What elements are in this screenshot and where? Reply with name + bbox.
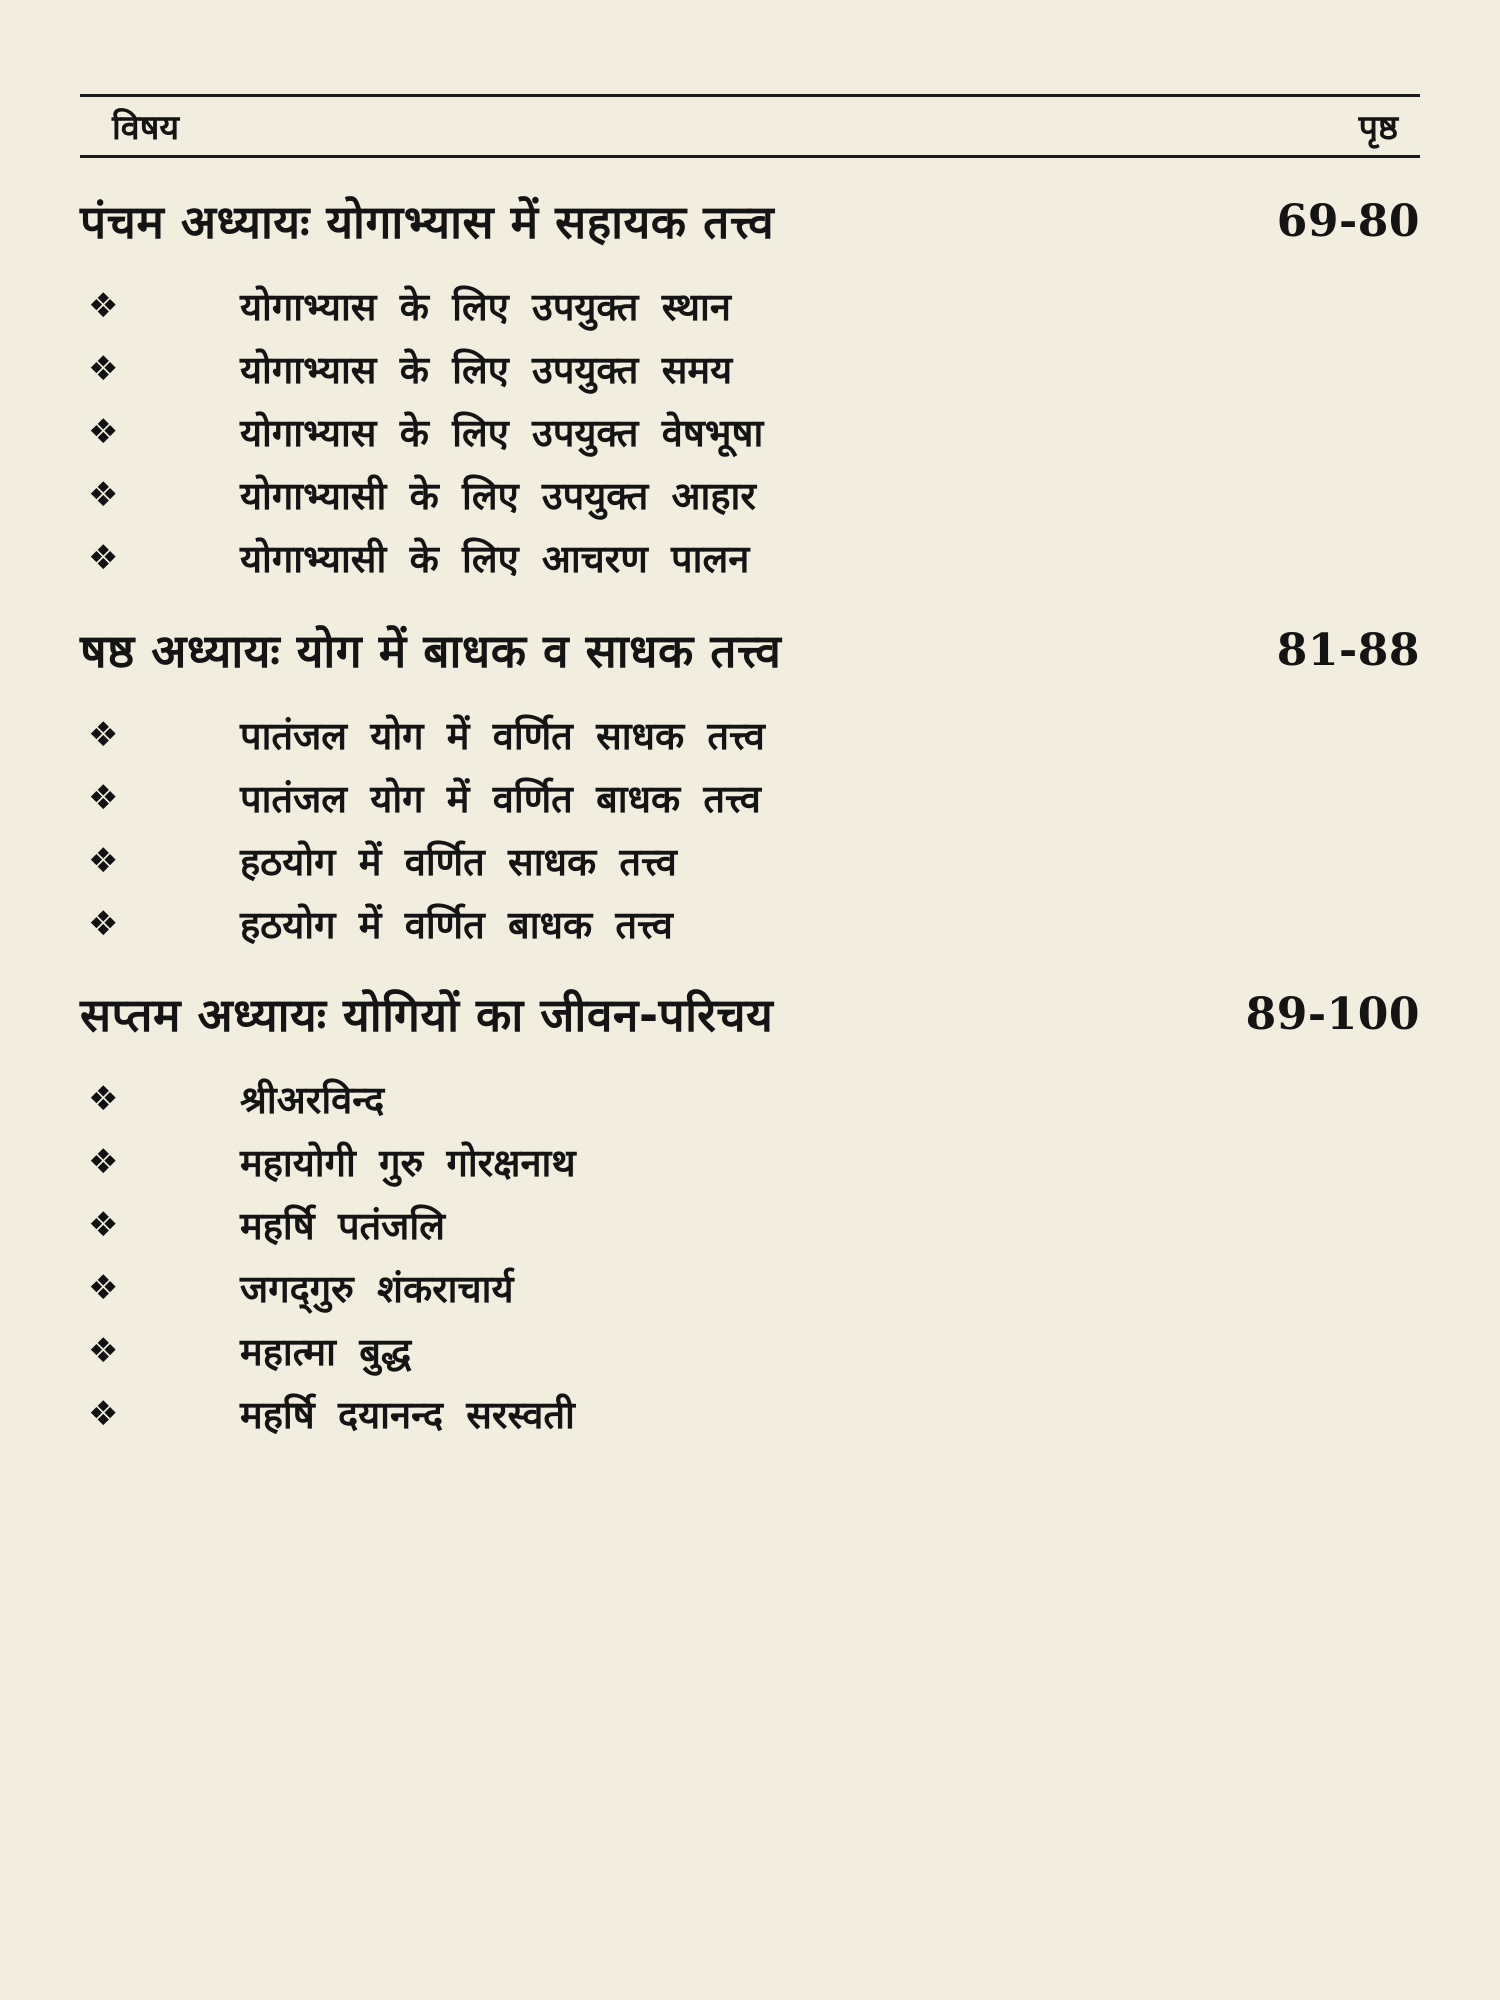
chapter-heading-5 — [80, 190, 1420, 252]
topic-text: योगाभ्यासी के लिए उपयुक्त आहार — [240, 473, 756, 518]
list-item — [80, 892, 1420, 955]
list-item — [80, 526, 1420, 589]
diamond-bullet-icon: ❖ — [88, 840, 119, 881]
topic-text: योगाभ्यास के लिए उपयुक्त समय — [240, 347, 733, 392]
topic-text: श्रीअरविन्द — [240, 1077, 385, 1122]
diamond-bullet-icon: ❖ — [88, 285, 119, 326]
diamond-bullet-icon: ❖ — [88, 777, 119, 818]
subject-column-label: विषय — [112, 108, 180, 148]
chapter-page-range: 81-88 — [1276, 624, 1420, 676]
toc-header — [80, 97, 1420, 155]
chapter-heading-6 — [80, 619, 1420, 681]
list-item — [80, 1193, 1420, 1256]
chapter-topic-list — [80, 1067, 1420, 1445]
list-item — [80, 274, 1420, 337]
chapter-page-range: 89-100 — [1245, 988, 1420, 1040]
diamond-bullet-icon: ❖ — [88, 1330, 119, 1371]
topic-text: महात्मा बुद्ध — [240, 1329, 412, 1374]
table-of-contents — [80, 94, 1420, 1445]
chapter-title: पंचम अध्यायः योगाभ्यास में सहायक तत्त्व — [80, 195, 775, 249]
diamond-bullet-icon: ❖ — [88, 1267, 119, 1308]
diamond-bullet-icon: ❖ — [88, 1393, 119, 1434]
chapter-topic-list — [80, 703, 1420, 955]
diamond-bullet-icon: ❖ — [88, 714, 119, 755]
topic-text: पातंजल योग में वर्णित बाधक तत्त्व — [240, 776, 761, 821]
topic-text: महायोगी गुरु गोरक्षनाथ — [240, 1140, 576, 1185]
list-item — [80, 1130, 1420, 1193]
chapter-page-range: 69-80 — [1276, 195, 1420, 247]
diamond-bullet-icon: ❖ — [88, 474, 119, 515]
header-bottom-rule — [80, 155, 1420, 158]
diamond-bullet-icon: ❖ — [88, 1204, 119, 1245]
diamond-bullet-icon: ❖ — [88, 348, 119, 389]
list-item — [80, 766, 1420, 829]
chapter-title: षष्ठ अध्यायः योग में बाधक व साधक तत्त्व — [80, 624, 782, 678]
diamond-bullet-icon: ❖ — [88, 1141, 119, 1182]
list-item — [80, 703, 1420, 766]
topic-text: पातंजल योग में वर्णित साधक तत्त्व — [240, 713, 765, 758]
chapter-topic-list — [80, 274, 1420, 589]
diamond-bullet-icon: ❖ — [88, 411, 119, 452]
topic-text: हठयोग में वर्णित साधक तत्त्व — [240, 839, 677, 884]
topic-text: योगाभ्यासी के लिए आचरण पालन — [240, 536, 750, 581]
topic-text: महर्षि पतंजलि — [240, 1203, 445, 1248]
list-item — [80, 400, 1420, 463]
list-item — [80, 1256, 1420, 1319]
diamond-bullet-icon: ❖ — [88, 1078, 119, 1119]
chapter-title: सप्तम अध्यायः योगियों का जीवन-परिचय — [80, 988, 774, 1042]
list-item — [80, 1319, 1420, 1382]
chapter-heading-7 — [80, 983, 1420, 1045]
list-item — [80, 1382, 1420, 1445]
topic-text: योगाभ्यास के लिए उपयुक्त वेषभूषा — [240, 410, 764, 455]
list-item — [80, 337, 1420, 400]
list-item — [80, 1067, 1420, 1130]
page-column-label: पृष्ठ — [1358, 108, 1398, 148]
topic-text: योगाभ्यास के लिए उपयुक्त स्थान — [240, 284, 731, 329]
diamond-bullet-icon: ❖ — [88, 537, 119, 578]
list-item — [80, 829, 1420, 892]
topic-text: जगद्‌गुरु शंकराचार्य — [240, 1266, 514, 1311]
diamond-bullet-icon: ❖ — [88, 903, 119, 944]
list-item — [80, 463, 1420, 526]
topic-text: महर्षि दयानन्द सरस्वती — [240, 1392, 575, 1437]
topic-text: हठयोग में वर्णित बाधक तत्त्व — [240, 902, 673, 947]
